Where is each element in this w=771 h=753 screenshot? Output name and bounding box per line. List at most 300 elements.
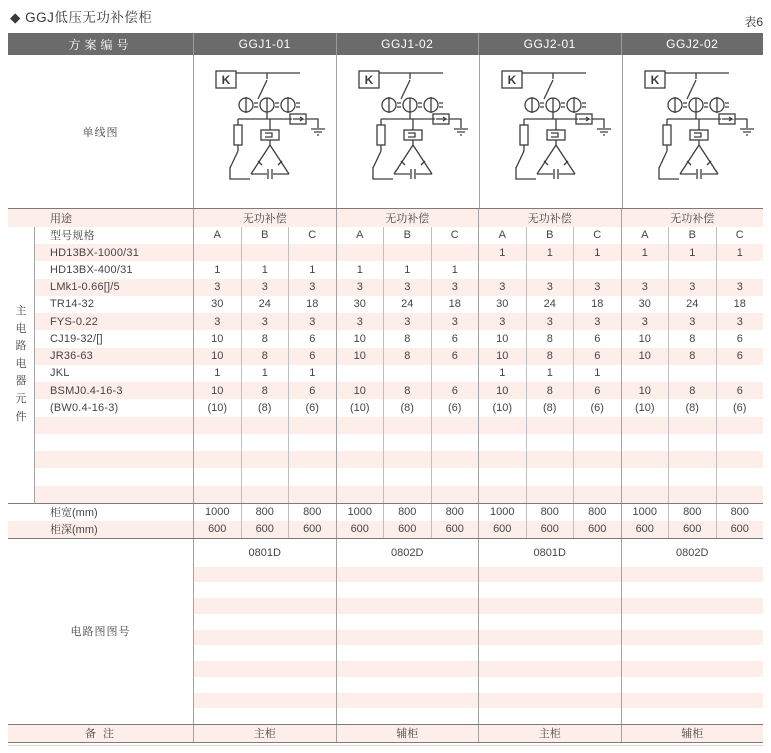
- value-cell: 8: [241, 330, 289, 347]
- value-cell: 800: [241, 504, 289, 521]
- value-cell: 30: [336, 296, 384, 313]
- model-cell: (BW0.4-16-3): [50, 401, 119, 414]
- empty-stripe-row: [622, 693, 764, 709]
- value-cell: 3: [336, 279, 384, 296]
- value-cell: [668, 486, 716, 503]
- sub-column-header: C: [288, 227, 336, 245]
- value-cell: 600: [383, 521, 431, 538]
- single-line-diagram-svg: [480, 55, 622, 205]
- value-cell: [193, 417, 241, 434]
- single-line-diagram-svg: [194, 55, 336, 205]
- value-cell: 1: [621, 244, 669, 261]
- value-cell: 10: [193, 330, 241, 347]
- single-line-diagram-svg: [337, 55, 479, 205]
- empty-stripe-row: [622, 677, 764, 693]
- side-label-char: 元: [15, 393, 27, 406]
- value-cell: [288, 451, 336, 468]
- model-cell: JR36-63: [50, 350, 93, 363]
- empty-stripe-row: [622, 708, 764, 724]
- value-cell: 30: [478, 296, 526, 313]
- value-cell: [383, 451, 431, 468]
- value-cell: 24: [383, 296, 431, 313]
- cabinet-depth-label: 柜深(mm): [50, 524, 98, 537]
- sub-column-header: A: [478, 227, 526, 245]
- empty-stripe-row: [479, 708, 621, 724]
- value-cell: 8: [526, 330, 574, 347]
- value-cell: [193, 486, 241, 503]
- spec-header-row: [35, 227, 763, 245]
- remark-value: 主柜: [478, 725, 621, 742]
- empty-stripe-row: [194, 567, 336, 583]
- value-cell: 10: [336, 348, 384, 365]
- cabinet-width-label: 柜宽(mm): [50, 507, 98, 520]
- value-cell: 3: [668, 313, 716, 330]
- scheme-header: GGJ1-02: [336, 33, 479, 55]
- value-cell: (10): [621, 399, 669, 416]
- value-cell: [478, 417, 526, 434]
- value-cell: (10): [193, 399, 241, 416]
- value-cell: [193, 434, 241, 451]
- value-cell: [336, 244, 384, 261]
- value-cell: [241, 434, 289, 451]
- value-cell: 30: [621, 296, 669, 313]
- value-cell: [241, 417, 289, 434]
- empty-stripe-row: [622, 630, 764, 646]
- model-cell: BSMJ0.4-16-3: [50, 384, 123, 397]
- circuit-number-value: 0801D: [533, 546, 566, 559]
- value-cell: 600: [573, 521, 621, 538]
- value-cell: 24: [526, 296, 574, 313]
- value-cell: 6: [431, 348, 479, 365]
- value-cell: 8: [668, 382, 716, 399]
- empty-stripe-row: [194, 582, 336, 598]
- empty-stripe-row: [337, 661, 479, 677]
- value-cell: 600: [621, 521, 669, 538]
- value-cell: 800: [716, 504, 764, 521]
- k-label: K: [507, 73, 517, 87]
- value-cell: [383, 468, 431, 485]
- sub-column-header: A: [336, 227, 384, 245]
- value-cell: 1: [716, 244, 764, 261]
- component-row: [35, 261, 763, 278]
- value-cell: [573, 417, 621, 434]
- empty-stripe-row: [479, 677, 621, 693]
- value-cell: (10): [336, 399, 384, 416]
- empty-stripe-row: [337, 708, 479, 724]
- value-cell: 6: [716, 382, 764, 399]
- value-cell: 1: [573, 365, 621, 382]
- value-cell: 600: [478, 521, 526, 538]
- value-cell: 8: [526, 382, 574, 399]
- component-row: [35, 451, 763, 468]
- value-cell: (6): [288, 399, 336, 416]
- value-cell: 1: [573, 244, 621, 261]
- value-cell: 3: [573, 279, 621, 296]
- sub-column-header: B: [241, 227, 289, 245]
- value-cell: 1000: [193, 504, 241, 521]
- value-cell: 10: [336, 330, 384, 347]
- empty-stripe-row: [194, 708, 336, 724]
- value-cell: [336, 486, 384, 503]
- component-row: [35, 365, 763, 382]
- value-cell: [336, 451, 384, 468]
- value-cell: 6: [431, 330, 479, 347]
- value-cell: 3: [383, 279, 431, 296]
- value-cell: [621, 486, 669, 503]
- empty-stripe-row: [622, 661, 764, 677]
- single-line-diagram-row: [8, 55, 763, 209]
- cabinet-width-row: [8, 504, 763, 521]
- value-cell: [716, 261, 764, 278]
- empty-stripe-row: [337, 630, 479, 646]
- value-cell: 10: [621, 330, 669, 347]
- value-cell: [241, 468, 289, 485]
- value-cell: 10: [621, 348, 669, 365]
- value-cell: 1: [431, 261, 479, 278]
- value-cell: 600: [668, 521, 716, 538]
- model-cell: CJ19-32/[]: [50, 332, 103, 345]
- model-cell: [35, 451, 193, 468]
- value-cell: 600: [716, 521, 764, 538]
- scheme-header: GGJ1-01: [193, 33, 336, 55]
- value-cell: [288, 468, 336, 485]
- value-cell: 3: [383, 313, 431, 330]
- component-row: [35, 434, 763, 451]
- value-cell: 10: [193, 382, 241, 399]
- value-cell: [526, 417, 574, 434]
- sub-column-header: B: [526, 227, 574, 245]
- circuit-number-section: [8, 538, 763, 724]
- model-cell: [35, 468, 193, 485]
- component-row: [35, 313, 763, 330]
- empty-stripe-row: [479, 614, 621, 630]
- empty-stripe-row: [194, 661, 336, 677]
- model-cell: FYS-0.22: [50, 315, 99, 328]
- diagram-cell: [622, 55, 765, 208]
- value-cell: [288, 434, 336, 451]
- value-cell: 3: [336, 313, 384, 330]
- component-row: [35, 296, 763, 313]
- spec-header-label: 型号规格: [50, 230, 95, 243]
- value-cell: [526, 486, 574, 503]
- value-cell: [431, 486, 479, 503]
- value-cell: 6: [573, 330, 621, 347]
- value-cell: 3: [431, 313, 479, 330]
- value-cell: 18: [431, 296, 479, 313]
- side-label-char: 件: [15, 410, 27, 423]
- value-cell: [716, 468, 764, 485]
- value-cell: 3: [621, 313, 669, 330]
- value-cell: 800: [573, 504, 621, 521]
- value-cell: 800: [288, 504, 336, 521]
- value-cell: [193, 468, 241, 485]
- value-cell: [193, 451, 241, 468]
- value-cell: [621, 434, 669, 451]
- value-cell: [336, 468, 384, 485]
- value-cell: (8): [668, 399, 716, 416]
- value-cell: 3: [241, 279, 289, 296]
- value-cell: [716, 365, 764, 382]
- value-cell: 1000: [336, 504, 384, 521]
- value-cell: 1: [241, 261, 289, 278]
- components-content: [35, 227, 763, 503]
- table-header-row: [8, 33, 763, 55]
- components-rows: [35, 244, 763, 503]
- value-cell: [716, 434, 764, 451]
- remark-value: 辅柜: [621, 725, 764, 742]
- value-cell: [383, 244, 431, 261]
- circuit-number-value: 0801D: [248, 546, 281, 559]
- value-cell: 3: [526, 313, 574, 330]
- value-cell: [383, 417, 431, 434]
- value-cell: 1: [526, 244, 574, 261]
- value-cell: [621, 468, 669, 485]
- value-cell: 3: [621, 279, 669, 296]
- value-cell: [241, 486, 289, 503]
- value-cell: [668, 417, 716, 434]
- value-cell: [621, 417, 669, 434]
- value-cell: [478, 434, 526, 451]
- component-row: [35, 417, 763, 434]
- value-cell: [431, 434, 479, 451]
- usage-value: 无功补偿: [193, 209, 336, 227]
- sub-column-header: A: [193, 227, 241, 245]
- value-cell: 1: [193, 261, 241, 278]
- side-label-char: 电: [15, 322, 27, 335]
- side-label-char: 主: [15, 305, 27, 318]
- empty-stripe-row: [479, 645, 621, 661]
- scheme-number-label: 方案编号: [68, 37, 133, 52]
- value-cell: 6: [716, 330, 764, 347]
- value-cell: (6): [573, 399, 621, 416]
- value-cell: 6: [716, 348, 764, 365]
- value-cell: 8: [383, 382, 431, 399]
- value-cell: [573, 468, 621, 485]
- value-cell: 10: [478, 348, 526, 365]
- value-cell: [431, 365, 479, 382]
- value-cell: 1000: [478, 504, 526, 521]
- model-cell: HD13BX-400/31: [50, 263, 133, 276]
- scheme-header: GGJ2-02: [621, 33, 764, 55]
- doc-title: ◆ GGJ低压无功补偿柜: [10, 10, 153, 25]
- value-cell: [336, 434, 384, 451]
- empty-stripe-row: [479, 661, 621, 677]
- circuit-number-column: [478, 539, 621, 724]
- value-cell: 1000: [621, 504, 669, 521]
- value-cell: [193, 244, 241, 261]
- value-cell: (10): [478, 399, 526, 416]
- value-cell: 3: [431, 279, 479, 296]
- empty-stripe-row: [479, 693, 621, 709]
- value-cell: [478, 261, 526, 278]
- empty-stripe-row: [337, 598, 479, 614]
- value-cell: 1: [383, 261, 431, 278]
- empty-stripe-row: [479, 630, 621, 646]
- model-cell: LMk1-0.66[]/5: [50, 281, 120, 294]
- usage-value: 无功补偿: [621, 209, 764, 227]
- value-cell: 3: [526, 279, 574, 296]
- component-row: [35, 382, 763, 399]
- value-cell: 8: [383, 348, 431, 365]
- side-label-char: 路: [15, 340, 27, 353]
- value-cell: 800: [668, 504, 716, 521]
- value-cell: [383, 486, 431, 503]
- model-cell: TR14-32: [50, 298, 95, 311]
- value-cell: [668, 434, 716, 451]
- value-cell: [526, 468, 574, 485]
- value-cell: 30: [193, 296, 241, 313]
- value-cell: 6: [573, 382, 621, 399]
- value-cell: 600: [241, 521, 289, 538]
- k-label: K: [364, 73, 374, 87]
- value-cell: 600: [288, 521, 336, 538]
- value-cell: 18: [288, 296, 336, 313]
- value-cell: 800: [526, 504, 574, 521]
- diagram-cell: [193, 55, 336, 208]
- value-cell: 6: [288, 382, 336, 399]
- value-cell: [288, 486, 336, 503]
- component-row: [35, 486, 763, 503]
- empty-stripe-row: [337, 582, 479, 598]
- circuit-number-label: 电路图图号: [8, 539, 193, 724]
- value-cell: 10: [193, 348, 241, 365]
- value-cell: [383, 434, 431, 451]
- value-cell: 3: [288, 313, 336, 330]
- empty-stripe-row: [479, 567, 621, 583]
- value-cell: 3: [668, 279, 716, 296]
- value-cell: 8: [241, 348, 289, 365]
- value-cell: 18: [573, 296, 621, 313]
- value-cell: [431, 451, 479, 468]
- circuit-number-column: [336, 539, 479, 724]
- value-cell: 10: [478, 382, 526, 399]
- value-cell: 8: [241, 382, 289, 399]
- value-cell: 1: [526, 365, 574, 382]
- components-side-label: [8, 227, 35, 503]
- value-cell: [478, 486, 526, 503]
- value-cell: [668, 365, 716, 382]
- value-cell: 3: [716, 279, 764, 296]
- value-cell: 3: [478, 279, 526, 296]
- value-cell: 1: [241, 365, 289, 382]
- value-cell: 6: [573, 348, 621, 365]
- component-row: [35, 348, 763, 365]
- diagram-cell: [479, 55, 622, 208]
- value-cell: [668, 261, 716, 278]
- model-cell: [35, 434, 193, 451]
- value-cell: [526, 451, 574, 468]
- sub-column-header: B: [383, 227, 431, 245]
- empty-stripe-row: [337, 614, 479, 630]
- table-number-tag: 表6: [744, 15, 763, 29]
- value-cell: 600: [336, 521, 384, 538]
- value-cell: 800: [431, 504, 479, 521]
- empty-stripe-row: [622, 567, 764, 583]
- value-cell: (8): [383, 399, 431, 416]
- cabinet-depth-row: [8, 521, 763, 538]
- empty-stripe-row: [622, 598, 764, 614]
- value-cell: (6): [431, 399, 479, 416]
- sub-column-header: A: [621, 227, 669, 245]
- value-cell: 24: [668, 296, 716, 313]
- value-cell: 18: [716, 296, 764, 313]
- empty-stripe-row: [194, 645, 336, 661]
- value-cell: [383, 365, 431, 382]
- value-cell: 10: [336, 382, 384, 399]
- empty-stripe-row: [479, 598, 621, 614]
- model-cell: HD13BX-1000/31: [50, 246, 140, 259]
- empty-stripe-row: [622, 582, 764, 598]
- value-cell: 3: [288, 279, 336, 296]
- empty-stripe-row: [194, 677, 336, 693]
- value-cell: 3: [193, 279, 241, 296]
- value-cell: 1: [193, 365, 241, 382]
- empty-stripe-row: [622, 614, 764, 630]
- value-cell: 10: [621, 382, 669, 399]
- value-cell: 3: [478, 313, 526, 330]
- remark-value: 主柜: [193, 725, 336, 742]
- spec-table: [8, 33, 763, 746]
- value-cell: [241, 451, 289, 468]
- value-cell: 8: [668, 330, 716, 347]
- value-cell: [288, 417, 336, 434]
- value-cell: [288, 244, 336, 261]
- value-cell: [621, 261, 669, 278]
- value-cell: 600: [526, 521, 574, 538]
- circuit-number-value: 0802D: [676, 546, 709, 559]
- value-cell: [621, 365, 669, 382]
- value-cell: 8: [668, 348, 716, 365]
- value-cell: [431, 244, 479, 261]
- value-cell: [336, 417, 384, 434]
- value-cell: (6): [716, 399, 764, 416]
- diagram-row-label: 单线图: [82, 126, 119, 139]
- empty-stripe-row: [194, 693, 336, 709]
- empty-stripe-row: [194, 630, 336, 646]
- value-cell: 1: [288, 261, 336, 278]
- value-cell: 3: [573, 313, 621, 330]
- value-cell: [336, 365, 384, 382]
- value-cell: [573, 451, 621, 468]
- empty-stripe-row: [337, 645, 479, 661]
- value-cell: [478, 468, 526, 485]
- empty-stripe-row: [337, 567, 479, 583]
- value-cell: 3: [241, 313, 289, 330]
- value-cell: 1: [668, 244, 716, 261]
- component-row: [35, 244, 763, 261]
- bottom-divider: [8, 745, 763, 746]
- value-cell: 8: [383, 330, 431, 347]
- remarks-row: [8, 724, 763, 743]
- value-cell: 6: [431, 382, 479, 399]
- side-label-char: 器: [15, 375, 27, 388]
- value-cell: [431, 417, 479, 434]
- value-cell: 6: [288, 348, 336, 365]
- value-cell: [716, 486, 764, 503]
- usage-value: 无功补偿: [336, 209, 479, 227]
- value-cell: [241, 244, 289, 261]
- value-cell: 6: [288, 330, 336, 347]
- component-row: [35, 399, 763, 416]
- value-cell: 800: [383, 504, 431, 521]
- value-cell: 8: [526, 348, 574, 365]
- model-cell: [35, 417, 193, 434]
- remarks-label: 备 注: [84, 728, 117, 741]
- value-cell: 3: [193, 313, 241, 330]
- component-row: [35, 279, 763, 296]
- diagram-cell: [336, 55, 479, 208]
- value-cell: 3: [716, 313, 764, 330]
